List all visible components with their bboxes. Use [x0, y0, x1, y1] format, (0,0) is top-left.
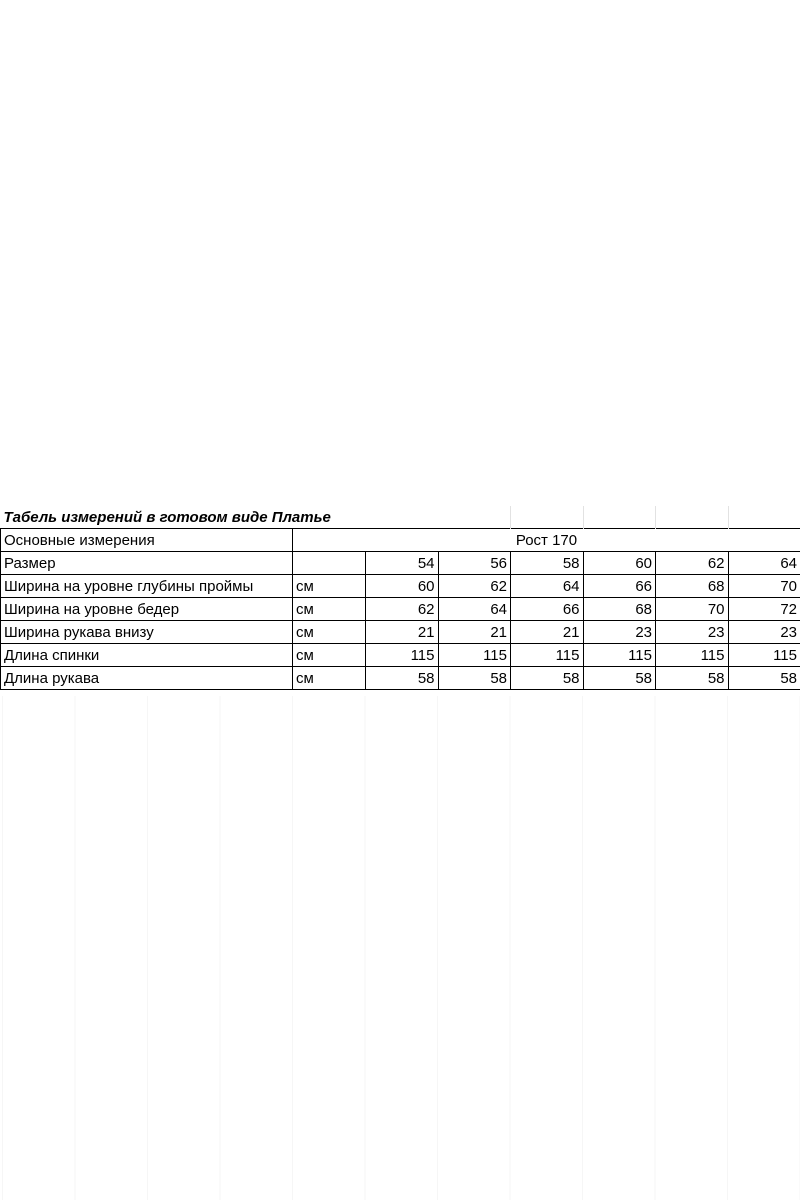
row-label: Длина спинки — [1, 644, 293, 667]
row-label: Ширина на уровне глубины проймы — [1, 575, 293, 598]
value-cell: 115 — [511, 644, 584, 667]
table-row — [1, 621, 800, 644]
value-cell: 72 — [728, 598, 800, 621]
empty-cell — [438, 506, 511, 529]
value-cell: 70 — [728, 575, 800, 598]
header-label: Основные измерения — [1, 529, 293, 552]
value-cell: 64 — [438, 598, 511, 621]
value-cell: 58 — [583, 667, 656, 690]
size-cell: 60 — [583, 552, 656, 575]
value-cell: 23 — [656, 621, 729, 644]
empty-cell — [511, 506, 584, 529]
size-row — [1, 552, 800, 575]
empty-cell — [728, 506, 800, 529]
size-cell: 62 — [656, 552, 729, 575]
size-cell: 54 — [366, 552, 439, 575]
table-row — [1, 598, 800, 621]
value-cell: 21 — [511, 621, 584, 644]
size-cell: 58 — [511, 552, 584, 575]
value-cell: 115 — [728, 644, 800, 667]
spreadsheet-gridlines — [0, 696, 800, 1200]
value-cell: 62 — [438, 575, 511, 598]
value-cell: 21 — [438, 621, 511, 644]
value-cell: 23 — [583, 621, 656, 644]
height-label: Рост 170 — [293, 529, 800, 552]
value-cell: 68 — [583, 598, 656, 621]
measurement-table — [0, 506, 800, 690]
row-label: Ширина на уровне бедер — [1, 598, 293, 621]
size-cell: 64 — [728, 552, 800, 575]
value-cell: 115 — [583, 644, 656, 667]
unit-cell: см — [293, 644, 366, 667]
value-cell: 64 — [511, 575, 584, 598]
value-cell: 66 — [511, 598, 584, 621]
value-cell: 23 — [728, 621, 800, 644]
value-cell: 70 — [656, 598, 729, 621]
table-title: Табель измерений в готовом виде Платье — [3, 508, 331, 526]
table-row — [1, 644, 800, 667]
value-cell: 115 — [366, 644, 439, 667]
unit-cell: см — [293, 598, 366, 621]
unit-cell: см — [293, 667, 366, 690]
value-cell: 115 — [438, 644, 511, 667]
value-cell: 58 — [728, 667, 800, 690]
empty-cell — [583, 506, 656, 529]
value-cell: 60 — [366, 575, 439, 598]
value-cell: 58 — [438, 667, 511, 690]
size-cell: 56 — [438, 552, 511, 575]
header-row — [1, 529, 800, 552]
value-cell: 62 — [366, 598, 439, 621]
unit-cell: см — [293, 621, 366, 644]
value-cell: 66 — [583, 575, 656, 598]
value-cell: 58 — [511, 667, 584, 690]
value-cell: 58 — [656, 667, 729, 690]
row-label: Ширина рукава внизу — [1, 621, 293, 644]
value-cell: 68 — [656, 575, 729, 598]
empty-unit-cell — [293, 552, 366, 575]
value-cell: 115 — [656, 644, 729, 667]
table-row — [1, 575, 800, 598]
empty-cell — [656, 506, 729, 529]
size-label: Размер — [1, 552, 293, 575]
row-label: Длина рукава — [1, 667, 293, 690]
value-cell: 58 — [366, 667, 439, 690]
table-row — [1, 667, 800, 690]
unit-cell: см — [293, 575, 366, 598]
value-cell: 21 — [366, 621, 439, 644]
measurement-sheet — [0, 506, 800, 690]
title-row — [1, 506, 800, 529]
